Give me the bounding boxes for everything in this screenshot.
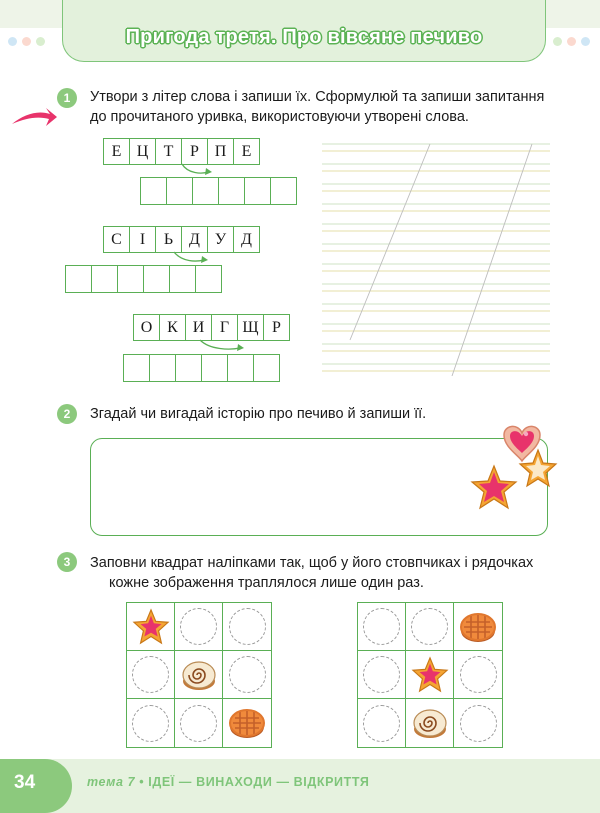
answer-cell[interactable] xyxy=(176,355,202,381)
sticker-grid-left xyxy=(126,602,272,748)
cinnamon-roll-icon xyxy=(179,655,219,695)
letter-tiles-word1 xyxy=(103,138,260,165)
letter-tile: И xyxy=(186,315,212,340)
star-cookie-icon xyxy=(411,656,449,694)
letter-tile: Ь xyxy=(156,227,182,252)
decor-dot xyxy=(8,37,17,46)
pointer-arrow-icon xyxy=(10,106,58,130)
letter-tile: У xyxy=(208,227,234,252)
answer-cells-word1[interactable] xyxy=(140,177,297,205)
curved-arrow-icon xyxy=(172,250,212,270)
grid-cell[interactable] xyxy=(223,651,271,699)
answer-cell[interactable] xyxy=(245,178,271,204)
letter-tile: Р xyxy=(182,139,208,164)
curved-arrow-icon xyxy=(180,162,216,182)
grid-cell[interactable] xyxy=(127,651,175,699)
decor-dot xyxy=(553,37,562,46)
answer-cell[interactable] xyxy=(141,178,167,204)
sticker-slot[interactable] xyxy=(180,608,217,645)
grid-cell[interactable] xyxy=(175,651,223,699)
letter-tiles-word3 xyxy=(133,314,290,341)
decor-dot xyxy=(22,37,31,46)
lattice-cookie-icon xyxy=(227,703,267,743)
letter-tile: Д xyxy=(241,230,252,248)
grid-cell[interactable] xyxy=(223,699,271,747)
page-title: Пригода третя. Про вівсяне печиво xyxy=(125,26,483,48)
answer-cell[interactable] xyxy=(92,266,118,292)
grid-cell[interactable] xyxy=(454,699,502,747)
curved-arrow-icon xyxy=(198,338,248,358)
cookies-decoration-icon xyxy=(460,418,560,518)
answer-cell[interactable] xyxy=(144,266,170,292)
page-number-badge xyxy=(0,759,72,813)
letter-tile: Г xyxy=(212,315,238,340)
letter-tile: С xyxy=(104,227,130,252)
answer-cell[interactable] xyxy=(150,355,176,381)
sticker-slot[interactable] xyxy=(132,656,169,693)
writing-lines[interactable] xyxy=(322,140,550,376)
grid-cell[interactable] xyxy=(175,699,223,747)
answer-cell[interactable] xyxy=(228,355,254,381)
grid-cell[interactable] xyxy=(127,699,175,747)
task3-text-line2: кожне зображення траплялося лише один раз. xyxy=(109,575,424,591)
answer-cell[interactable] xyxy=(219,178,245,204)
sticker-slot[interactable] xyxy=(363,656,400,693)
decor-dot xyxy=(36,37,45,46)
task1-text-line1: Утвори з літер слова і запиши їх. Сформулюй та запиши запитання xyxy=(90,89,545,105)
star-cookie-icon xyxy=(132,608,170,646)
task-number: 3 xyxy=(57,552,77,572)
grid-cell[interactable] xyxy=(175,603,223,651)
page-number: 34 xyxy=(14,772,36,793)
sticker-grid-right xyxy=(357,602,503,748)
task1-text-line2: до прочитаного уривка, використовуючи утворені слова. xyxy=(90,109,469,125)
sticker-slot[interactable] xyxy=(229,656,266,693)
letter-tile: Ц xyxy=(130,139,156,164)
answer-cell[interactable] xyxy=(118,266,144,292)
letter-tile: І xyxy=(130,227,156,252)
grid-cell[interactable] xyxy=(406,603,454,651)
answer-cell[interactable] xyxy=(271,178,296,204)
sticker-slot[interactable] xyxy=(411,608,448,645)
sticker-slot[interactable] xyxy=(229,608,266,645)
grid-cell[interactable] xyxy=(454,603,502,651)
sticker-slot[interactable] xyxy=(180,705,217,742)
lattice-cookie-icon xyxy=(458,607,498,647)
sticker-slot[interactable] xyxy=(132,705,169,742)
letter-tiles-word2 xyxy=(103,226,260,253)
sticker-slot[interactable] xyxy=(460,705,497,742)
task-number: 2 xyxy=(57,404,77,424)
letter-tile: Р xyxy=(272,318,281,336)
grid-cell[interactable] xyxy=(406,651,454,699)
decor-dot xyxy=(581,37,590,46)
grid-cell[interactable] xyxy=(454,651,502,699)
sticker-slot[interactable] xyxy=(363,705,400,742)
grid-cell[interactable] xyxy=(127,603,175,651)
task-number: 1 xyxy=(57,88,77,108)
sticker-slot[interactable] xyxy=(460,656,497,693)
decor-dot xyxy=(567,37,576,46)
task3-text-line1: Заповни квадрат наліпками так, щоб у його стовпчиках і рядочках xyxy=(90,555,534,571)
answer-cell[interactable] xyxy=(254,355,279,381)
sticker-slot[interactable] xyxy=(363,608,400,645)
cinnamon-roll-icon xyxy=(410,703,450,743)
task2-text: Згадай чи вигадай історію про печиво й запиши її. xyxy=(90,406,427,422)
answer-cell[interactable] xyxy=(202,355,228,381)
answer-cell[interactable] xyxy=(66,266,92,292)
grid-cell[interactable] xyxy=(223,603,271,651)
letter-tile: Е xyxy=(241,142,252,160)
grid-cell[interactable] xyxy=(358,699,406,747)
footer-topic-label: тема 7 xyxy=(87,775,136,789)
letter-tile: Е xyxy=(104,139,130,164)
letter-tile: О xyxy=(134,315,160,340)
letter-tile: Т xyxy=(156,139,182,164)
footer-subtitle: ІДЕЇ — ВИНАХОДИ — ВІДКРИТТЯ xyxy=(148,775,370,789)
letter-tile: Щ xyxy=(238,315,264,340)
answer-cell[interactable] xyxy=(124,355,150,381)
letter-tile: К xyxy=(160,315,186,340)
footer-topic xyxy=(87,775,370,789)
letter-tile: Д xyxy=(182,227,208,252)
answer-cells-word3[interactable] xyxy=(123,354,280,382)
grid-cell[interactable] xyxy=(406,699,454,747)
grid-cell[interactable] xyxy=(358,603,406,651)
footer-separator: • xyxy=(139,775,145,789)
letter-tile: П xyxy=(208,139,234,164)
grid-cell[interactable] xyxy=(358,651,406,699)
